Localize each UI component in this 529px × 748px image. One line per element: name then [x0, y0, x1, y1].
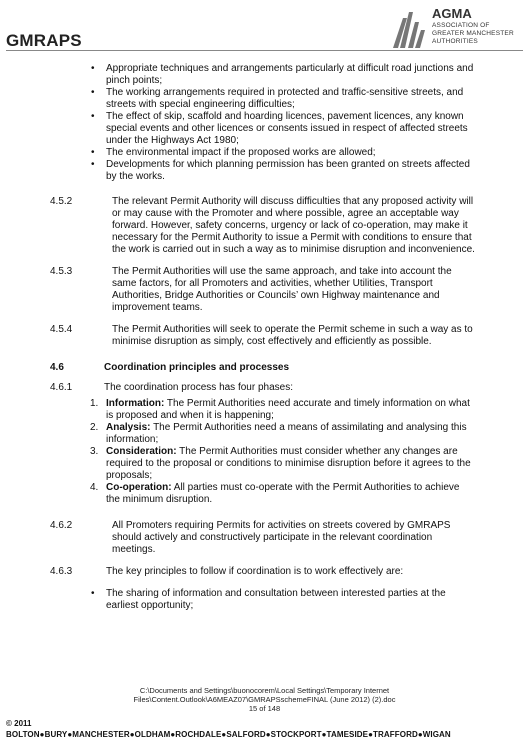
list-item: 3. Consideration: The Permit Authorities must consider whether any changes are required to the proposal or conditions to minimise disruption before it agrees to the proposals; [90, 446, 471, 481]
list-item: • The sharing of information and consultation between interested parties at the earliest opportunity; [91, 588, 446, 611]
document-body [0, 63, 529, 612]
section-number: 4.5.4 [50, 324, 73, 335]
section-number: 4.5.2 [50, 196, 73, 207]
document-title: GMRAPS [6, 31, 82, 50]
logo-name: AGMA [432, 6, 472, 21]
list-item: • The working arrangements required in protected and traffic-sensitive streets, and streets with special engineering difficulties; [91, 87, 464, 110]
section-text: The Permit Authorities will seek to operate the Permit scheme in such a way as to minimise disruption as simply, cost effectively and efficiently as possible. [112, 324, 473, 347]
item-number: 3. [90, 446, 99, 457]
item-number: 4. [90, 482, 99, 493]
phase-term: Information: [106, 398, 165, 409]
logo-line-2: GREATER MANCHESTER [432, 30, 514, 37]
section-number: 4.6.3 [50, 566, 73, 577]
header-divider [6, 50, 523, 51]
section-4-6-1 [0, 382, 529, 394]
section-text: All Promoters requiring Permits for activities on streets covered by GMRAPS should actively and constructively participate in the relevant coordination meetings. [112, 520, 451, 555]
section-4-5-2 [0, 196, 529, 256]
section-number: 4.5.3 [50, 266, 73, 277]
footer-file-path-line-1: C:\Documents and Settings\buonocorem\Local Settings\Temporary Internet [139, 686, 390, 695]
footer-file-path-line-2: Files\Content.Outlook\A6MEAZ07\GMRAPSschemeFINAL (June 2012) (2).doc [133, 695, 396, 704]
list-item: • Developments for which planning permission has been granted on streets affected by the works. [91, 159, 470, 182]
phase-list [0, 398, 529, 506]
bullet-icon: • [91, 147, 95, 158]
agma-emblem-icon [390, 8, 428, 50]
member-towns: BOLTON●BURY●MANCHESTER●OLDHAM●ROCHDALE●SALFORD●STOCKPORT●TAMESIDE●TRAFFORD●WIGAN [6, 730, 451, 739]
footer-page-number: 15 of 148 [248, 704, 281, 713]
list-item: 1. Information: The Permit Authorities need accurate and timely information on what is proposed and when it is happening; [90, 398, 470, 421]
section-4-5-4 [0, 324, 529, 348]
section-4-5-3 [0, 266, 529, 314]
section-text: The Permit Authorities will use the same approach, and take into account the same factors, for all Promoters and activities, whether Utilities, Transport Authorities, Bridge Authorities or Councils’ own Highway maintenance and improvement teams. [112, 266, 452, 313]
consideration-bullet-list [0, 63, 529, 183]
section-heading-4-6 [0, 362, 529, 374]
bullet-icon: • [91, 87, 95, 98]
section-number: 4.6.2 [50, 520, 73, 531]
phase-term: Co-operation: [106, 482, 172, 493]
phase-term: Consideration: [106, 446, 177, 457]
list-item: • The environmental impact if the proposed works are allowed; [91, 147, 376, 158]
list-item: • The effect of skip, scaffold and hoarding licences, pavement licences, any known special events and other licences or consents issued in respect of affected streets under the Highways Act 1980; [91, 111, 468, 146]
section-text: The key principles to follow if coordination is to work effectively are: [106, 566, 404, 577]
bullet-icon: • [91, 111, 95, 122]
item-number: 2. [90, 422, 99, 433]
section-4-6-2 [0, 520, 529, 556]
heading-number: 4.6 [50, 362, 64, 373]
list-item: 4. Co-operation: All parties must co-operate with the Permit Authorities to achieve the minimum disruption. [90, 482, 460, 505]
item-number: 1. [90, 398, 99, 409]
phase-term: Analysis: [106, 422, 151, 433]
section-text: The coordination process has four phases: [104, 382, 293, 393]
logo-line-1: ASSOCIATION OF [432, 22, 490, 29]
principles-bullet-list [0, 588, 529, 612]
list-item: 2. Analysis: The Permit Authorities need a means of assimilating and analysing this information; [90, 422, 467, 445]
section-text: The relevant Permit Authority will discuss difficulties that any proposed activity will or may cause with the Promoter and where possible, agree an acceptable way forward. However, safety concerns, urgency or lack of co-operation, may make it necessary for the Permit Authority to issue a Permit with conditions to ensure that the work is carried out in such a way as to minimise disruption and inconvenience. [112, 196, 475, 255]
list-item: • Appropriate techniques and arrangements particularly at difficult road junctions and pinch points; [91, 63, 474, 86]
bullet-icon: • [91, 63, 95, 74]
section-number: 4.6.1 [50, 382, 73, 393]
bullet-icon: • [91, 588, 95, 599]
heading-text: Coordination principles and processes [104, 362, 290, 373]
agma-logo [390, 4, 526, 56]
section-4-6-3 [0, 566, 529, 578]
bullet-icon: • [91, 159, 95, 170]
logo-line-3: AUTHORITIES [432, 38, 478, 45]
copyright: © 2011 [6, 719, 32, 728]
